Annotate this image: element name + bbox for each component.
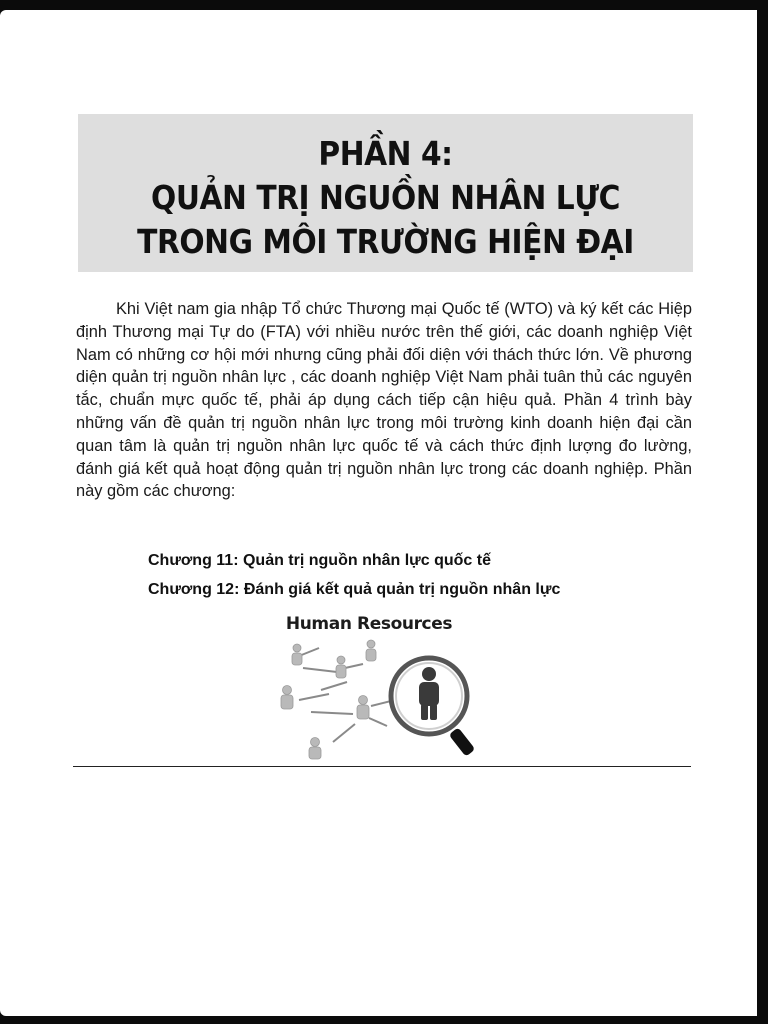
human-resources-illustration	[271, 612, 491, 760]
network-magnifier-icon	[271, 638, 491, 760]
section-title-part: PHẦN 4:	[318, 134, 453, 173]
footer-rule	[73, 766, 691, 767]
section-title-box	[78, 114, 693, 272]
chapter-item-12: Chương 12: Đánh giá kết quả quản trị nguồn nhân lực	[148, 581, 561, 598]
section-title-sub: TRONG MÔI TRƯỜNG HIỆN ĐẠI	[137, 222, 634, 261]
chapter-list	[148, 546, 708, 604]
intro-paragraph: Khi Việt nam gia nhập Tổ chức Thương mại Quốc tế (WTO) và ký kết các Hiệp định Thương mại Tự do (FTA) với nhiều nước trên thế giới, các doanh nghiệp Việt Nam có những cơ hội mới nhưng cũng phải đối diện với thách thức lớn. Về phương diện quản trị nguồn nhân lực , các doanh nghiệp Việt Nam phải tuân thủ các nguyên tắc, chuẩn mực quốc tế, phải áp dụng cách tiếp cận hiệu quả. Phần 4 trình bày những vấn đề quản trị nguồn nhân lực trong môi trường kinh doanh hiện đại cần quan tâm là quản trị nguồn nhân lực quốc tế và cách thức định lượng đo lường, đánh giá kết quả hoạt động quản trị nguồn nhân lực trong các doanh nghiệp. Phần này gồm các chương:	[76, 300, 692, 501]
section-title-main: QUẢN TRỊ NGUỒN NHÂN LỰC	[151, 178, 620, 217]
figure-title: Human Resources	[285, 614, 453, 634]
chapter-item-11: Chương 11: Quản trị nguồn nhân lực quốc tế	[148, 552, 491, 569]
